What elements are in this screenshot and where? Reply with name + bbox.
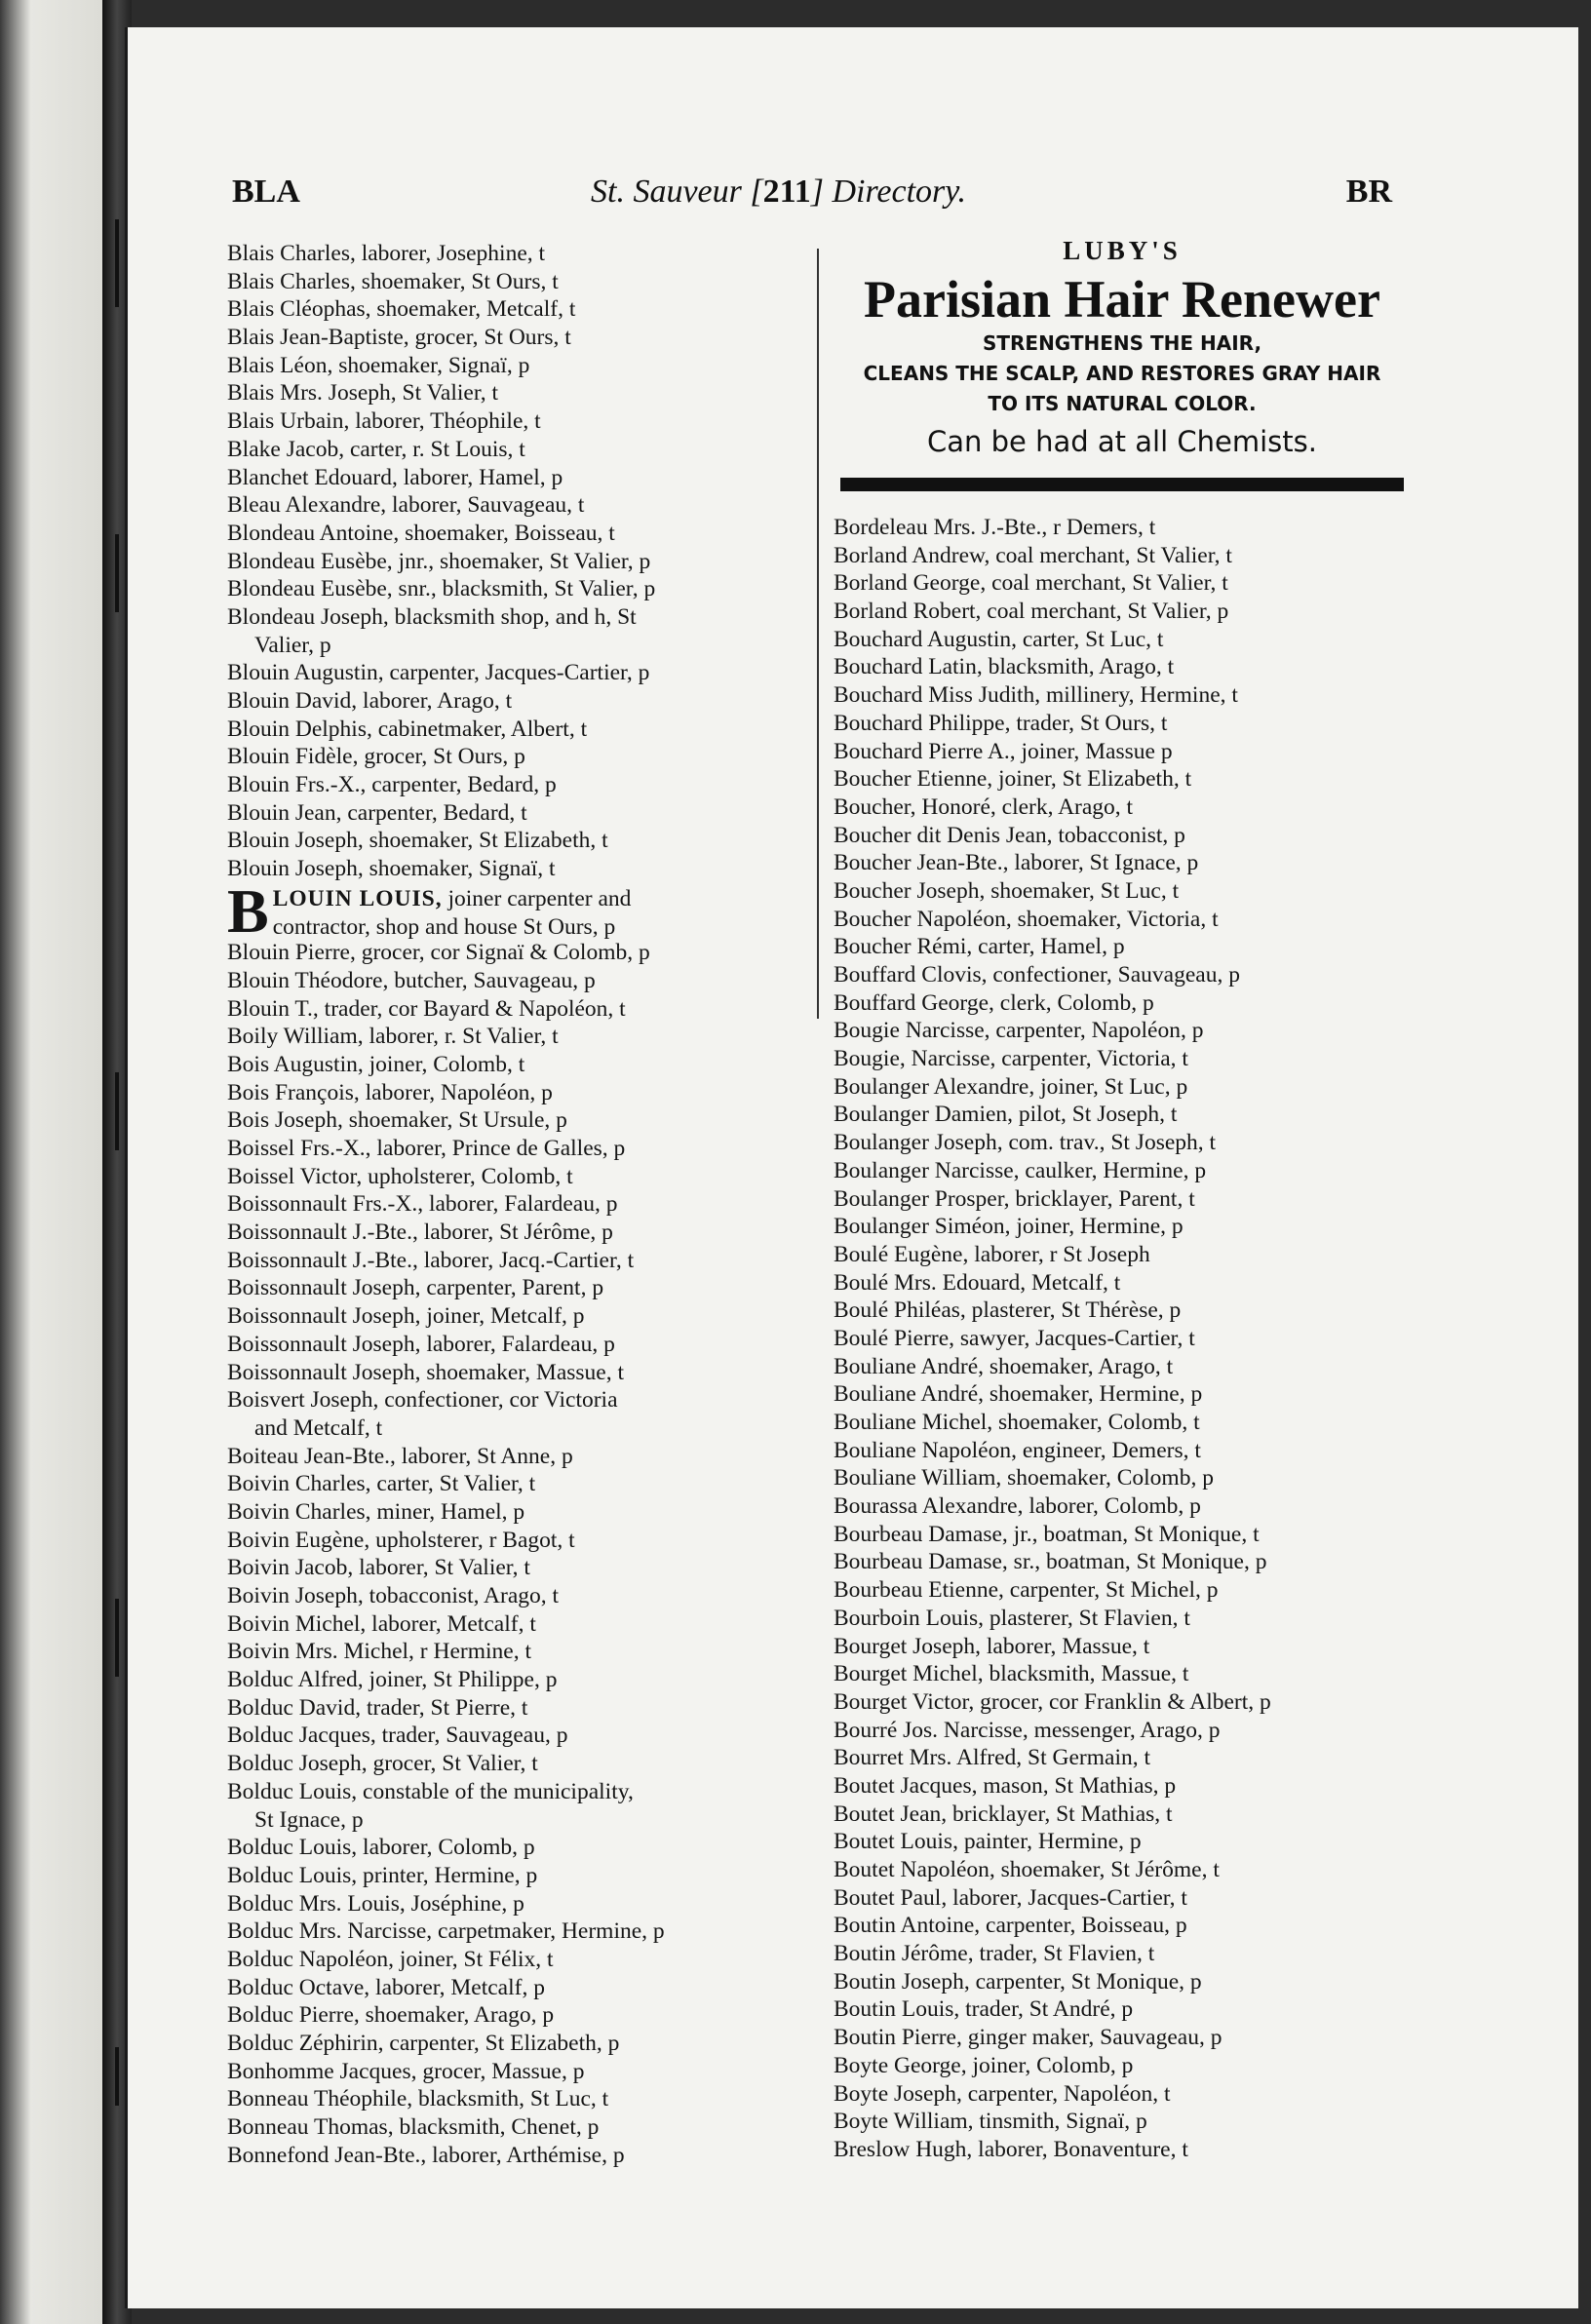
directory-entry: Blondeau Eusèbe, snr., blacksmith, St Valier, p xyxy=(227,576,656,602)
directory-entry: Blouin Delphis, cabinetmaker, Albert, t xyxy=(227,716,588,742)
directory-entry: Boivin Charles, carter, St Valier, t xyxy=(227,1471,536,1497)
directory-entry: Boisvert Joseph, confectioner, cor Victoria and Metcalf, t xyxy=(227,1387,618,1441)
directory-entry: Boivin Charles, miner, Hamel, p xyxy=(227,1498,525,1525)
ad-tagline-3: TO ITS NATURAL COLOR. xyxy=(988,392,1257,415)
directory-entry: Bleau Alexandre, laborer, Sauvageau, t xyxy=(227,492,585,519)
column-divider xyxy=(817,249,819,1019)
directory-entry: Borland Andrew, coal merchant, St Valier, t xyxy=(834,542,1232,568)
directory-entry: Bordeleau Mrs. J.-Bte., r Demers, t xyxy=(834,515,1156,540)
directory-entry: Blouin David, laborer, Arago, t xyxy=(227,688,513,715)
featured-occupation: joiner carpenter and xyxy=(442,886,632,911)
directory-entry: Boucher, Honoré, clerk, Arago, t xyxy=(834,794,1134,820)
directory-entry: Breslow Hugh, laborer, Bonaventure, t xyxy=(834,2136,1188,2162)
directory-entry: Boissel Frs.-X., laborer, Prince de Galles, p xyxy=(227,1136,626,1162)
directory-entry: Bolduc Jacques, trader, Sauvageau, p xyxy=(227,1723,568,1749)
directory-entry: Bourget Victor, grocer, cor Franklin & Albert, p xyxy=(834,1688,1271,1715)
binding-thread xyxy=(115,219,119,307)
directory-entry: Bouliane Napoléon, engineer, Demers, t xyxy=(834,1437,1201,1463)
directory-entry: Boucher Jean-Bte., laborer, St Ignace, p xyxy=(834,850,1199,876)
directory-entry: Bois Augustin, joiner, Colomb, t xyxy=(227,1051,525,1077)
directory-entry: Blouin Augustin, carpenter, Jacques-Cartier, p xyxy=(227,660,650,686)
directory-entry: Bolduc Mrs. Louis, Joséphine, p xyxy=(227,1890,524,1917)
directory-entry: Bouffard Clovis, confectioner, Sauvageau, p xyxy=(834,962,1240,988)
directory-entry: Blais Cléophas, shoemaker, Metcalf, t xyxy=(227,296,576,323)
ad-brand: LUBY'S xyxy=(1063,236,1182,265)
binding-thread xyxy=(115,1599,119,1677)
directory-entry: Bourré Jos. Narcisse, messenger, Arago, p xyxy=(834,1717,1221,1743)
directory-entry: Boivin Michel, laborer, Metcalf, t xyxy=(227,1610,536,1637)
directory-entry: Bolduc Octave, laborer, Metcalf, p xyxy=(227,1974,545,2000)
directory-entry: Blais Urbain, laborer, Théophile, t xyxy=(227,408,541,435)
directory-entry: Blais Charles, shoemaker, St Ours, t xyxy=(227,268,559,294)
directory-entry: Boyte Joseph, carpenter, Napoléon, t xyxy=(834,2080,1171,2107)
directory-entry: Boissonnault Joseph, laborer, Falardeau, p xyxy=(227,1331,615,1357)
directory-entry: Boyte William, tinsmith, Signaï, p xyxy=(834,2109,1147,2135)
directory-entry: Boulanger Siméon, joiner, Hermine, p xyxy=(834,1214,1184,1240)
directory-entry: Boutin Joseph, carpenter, St Monique, p xyxy=(834,1968,1202,1995)
directory-entry: Boivin Mrs. Michel, r Hermine, t xyxy=(227,1639,531,1665)
directory-entry: Bolduc Alfred, joiner, St Philippe, p xyxy=(227,1667,558,1693)
page-number: 211 xyxy=(762,174,811,210)
directory-entry: Boyte George, joiner, Colomb, p xyxy=(834,2052,1134,2078)
directory-entry: Bolduc Mrs. Narcisse, carpetmaker, Hermine, p xyxy=(227,1918,665,1945)
directory-entry: Bourbeau Damase, jr., boatman, St Monique, t xyxy=(834,1521,1260,1547)
directory-entry: Bouffard George, clerk, Colomb, p xyxy=(834,989,1154,1016)
directory-entry: Boiteau Jean-Bte., laborer, St Anne, p xyxy=(227,1443,573,1469)
directory-entry: Bouliane Michel, shoemaker, Colomb, t xyxy=(834,1410,1200,1435)
directory-entry: Blouin Jean, carpenter, Bedard, t xyxy=(227,799,527,826)
directory-entry: Blais Jean-Baptiste, grocer, St Ours, t xyxy=(227,325,571,351)
directory-entry: Boulé Pierre, sawyer, Jacques-Cartier, t xyxy=(834,1325,1195,1351)
running-header xyxy=(232,174,1392,222)
featured-name: LOUIN LOUIS, xyxy=(272,886,443,911)
featured-address: contractor, shop and house St Ours, p xyxy=(272,913,616,940)
directory-entry: Boucher Joseph, shoemaker, St Luc, t xyxy=(834,877,1180,904)
directory-entry: Boutet Paul, laborer, Jacques-Cartier, t xyxy=(834,1884,1187,1911)
ad-availability: Can be had at all Chemists. xyxy=(927,425,1317,458)
directory-entry: Borland George, coal merchant, St Valier, t xyxy=(834,570,1228,597)
directory-entry: Bois Joseph, shoemaker, St Ursule, p xyxy=(227,1107,567,1134)
directory-entry: Bouchard Pierre A., joiner, Massue p xyxy=(834,738,1173,764)
directory-entry: Boutin Antoine, carpenter, Boisseau, p xyxy=(834,1913,1187,1939)
directory-entry: Blondeau Antoine, shoemaker, Boisseau, t xyxy=(227,520,615,546)
directory-entry: Blouin Joseph, shoemaker, Signaï, t xyxy=(227,856,556,882)
directory-entry: Bonneau Thomas, blacksmith, Chenet, p xyxy=(227,2114,600,2141)
featured-entry-blouin-louis xyxy=(227,876,802,946)
ad-bottom-rule xyxy=(840,478,1404,491)
directory-entry: Bourget Michel, blacksmith, Massue, t xyxy=(834,1661,1189,1687)
directory-entry: Boulé Mrs. Edouard, Metcalf, t xyxy=(834,1269,1121,1296)
directory-entry: Boutin Jérôme, trader, St Flavien, t xyxy=(834,1941,1155,1967)
binding-thread xyxy=(115,1072,119,1150)
directory-entry: Boivin Jacob, laborer, St Valier, t xyxy=(227,1555,530,1581)
directory-entry: Bourget Joseph, laborer, Massue, t xyxy=(834,1633,1150,1659)
directory-entry: Blouin Joseph, shoemaker, St Elizabeth, t xyxy=(227,828,608,854)
directory-entry: Bolduc Louis, laborer, Colomb, p xyxy=(227,1835,535,1861)
directory-entry: Boutet Jean, bricklayer, St Mathias, t xyxy=(834,1801,1173,1827)
header-title-pre: St. Sauveur [ xyxy=(591,174,763,210)
adjacent-page-edge xyxy=(0,0,102,2324)
directory-entry: Blouin Fidèle, grocer, St Ours, p xyxy=(227,744,525,770)
directory-entry: Boivin Eugène, upholsterer, r Bagot, t xyxy=(227,1527,575,1553)
directory-entry: Boutin Louis, trader, St André, p xyxy=(834,1996,1134,2023)
directory-entry: Bolduc Joseph, grocer, St Valier, t xyxy=(227,1751,538,1777)
directory-entry: Blouin Théodore, butcher, Sauvageau, p xyxy=(227,967,596,993)
directory-entry: Blais Charles, laborer, Josephine, t xyxy=(227,241,546,266)
directory-entry: Bolduc Zéphirin, carpenter, St Elizabeth, p xyxy=(227,2031,620,2057)
directory-entry: Blouin Pierre, grocer, cor Signaï & Colomb, p xyxy=(227,940,650,966)
directory-entry: Bois François, laborer, Napoléon, p xyxy=(227,1079,553,1105)
drop-cap: B xyxy=(227,876,269,946)
header-right-guide: BR xyxy=(1345,174,1392,210)
directory-entry: Boutin Pierre, ginger maker, Sauvageau, p xyxy=(834,2025,1222,2051)
directory-entry: Boissonnault Joseph, shoemaker, Massue, t xyxy=(227,1359,625,1385)
directory-entry: Boulanger Narcisse, caulker, Hermine, p xyxy=(834,1157,1207,1183)
directory-entry: Boissonnault J.-Bte., laborer, Jacq.-Cartier, t xyxy=(227,1247,635,1273)
directory-entry: Blouin T., trader, cor Bayard & Napoléon, t xyxy=(227,995,626,1022)
directory-entry: Bolduc Louis, printer, Hermine, p xyxy=(227,1862,538,1888)
directory-entry: Borland Robert, coal merchant, St Valier, p xyxy=(834,599,1229,625)
directory-entry: Bouchard Latin, blacksmith, Arago, t xyxy=(834,654,1175,680)
directory-entry: Bouchard Miss Judith, millinery, Hermine, t xyxy=(834,682,1238,709)
directory-entry: Boily William, laborer, r. St Valier, t xyxy=(227,1024,559,1050)
directory-entry: Bourret Mrs. Alfred, St Germain, t xyxy=(834,1745,1151,1771)
directory-entry: Blanchet Edouard, laborer, Hamel, p xyxy=(227,464,563,490)
directory-entry: Bolduc Louis, constable of the municipality, St Ignace, p xyxy=(227,1778,634,1833)
directory-entry: Boulé Eugène, laborer, r St Joseph xyxy=(834,1241,1150,1267)
directory-entry: Bolduc Napoléon, joiner, St Félix, t xyxy=(227,1947,554,1972)
left-column xyxy=(227,240,802,2170)
directory-entry: Boulanger Joseph, com. trav., St Joseph, t xyxy=(834,1130,1217,1156)
directory-entry: Boutet Jacques, mason, St Mathias, p xyxy=(834,1772,1177,1799)
directory-entry: Blais Léon, shoemaker, Signaï, p xyxy=(227,352,530,378)
directory-entry: Bouliane William, shoemaker, Colomb, p xyxy=(834,1465,1214,1491)
directory-entry: Boissonnault J.-Bte., laborer, St Jérôme, p xyxy=(227,1220,613,1246)
directory-entry: Bourassa Alexandre, laborer, Colomb, p xyxy=(834,1493,1201,1520)
header-title xyxy=(591,174,966,211)
directory-entry: Boucher dit Denis Jean, tobacconist, p xyxy=(834,822,1185,848)
ad-title: Parisian Hair Renewer xyxy=(864,270,1380,329)
directory-entry: Bolduc David, trader, St Pierre, t xyxy=(227,1694,528,1721)
directory-entry: Bouliane André, shoemaker, Hermine, p xyxy=(834,1381,1203,1408)
directory-entry: Blake Jacob, carter, r. St Louis, t xyxy=(227,436,525,462)
header-left-guide: BLA xyxy=(232,174,300,210)
header-title-post: ] Directory. xyxy=(810,174,966,210)
directory-entry: Blouin Frs.-X., carpenter, Bedard, p xyxy=(227,772,557,798)
directory-entry: Blondeau Joseph, blacksmith shop, and h, St Valier, p xyxy=(227,603,637,658)
directory-entry: Boissonnault Joseph, joiner, Metcalf, p xyxy=(227,1303,585,1330)
directory-entry: Bougie Narcisse, carpenter, Napoléon, p xyxy=(834,1018,1204,1044)
directory-entry: Boissonnault Joseph, carpenter, Parent, p xyxy=(227,1275,604,1301)
directory-entry: Boutet Louis, painter, Hermine, p xyxy=(834,1829,1142,1855)
directory-entry: Bourbeau Damase, sr., boatman, St Monique, p xyxy=(834,1549,1267,1575)
directory-entry: Boulanger Prosper, bricklayer, Parent, t xyxy=(834,1185,1195,1212)
directory-entry: Boulanger Damien, pilot, St Joseph, t xyxy=(834,1102,1178,1128)
hair-renewer-advertisement xyxy=(834,236,1411,491)
directory-entry: Boivin Joseph, tobacconist, Arago, t xyxy=(227,1583,560,1609)
directory-entry: Bourboin Louis, plasterer, St Flavien, t xyxy=(834,1605,1190,1631)
directory-entry: Boissel Victor, upholsterer, Colomb, t xyxy=(227,1163,573,1189)
directory-entry: Boulanger Alexandre, joiner, St Luc, p xyxy=(834,1073,1188,1100)
right-column xyxy=(834,514,1411,2164)
directory-entry: Blondeau Eusèbe, jnr., shoemaker, St Valier, p xyxy=(227,548,651,574)
directory-entry: Bonnefond Jean-Bte., laborer, Arthémise, p xyxy=(227,2142,625,2168)
directory-entry: Bonhomme Jacques, grocer, Massue, p xyxy=(227,2058,585,2084)
directory-entry: Bolduc Pierre, shoemaker, Arago, p xyxy=(227,2002,555,2029)
ad-tagline-2: CLEANS THE SCALP, AND RESTORES GRAY HAIR xyxy=(863,362,1381,385)
directory-entry: Boucher Etienne, joiner, St Elizabeth, t xyxy=(834,766,1192,793)
directory-entry: Boulé Philéas, plasterer, St Thérèse, p xyxy=(834,1298,1182,1324)
directory-entry: Bourbeau Etienne, carpenter, St Michel, p xyxy=(834,1577,1219,1604)
directory-entry: Boissonnault Frs.-X., laborer, Falardeau, p xyxy=(227,1191,618,1218)
directory-entry: Bouchard Philippe, trader, St Ours, t xyxy=(834,710,1168,736)
ad-tagline-1: STRENGTHENS THE HAIR, xyxy=(982,331,1262,355)
directory-entry: Boucher Napoléon, shoemaker, Victoria, t xyxy=(834,906,1219,932)
directory-entry: Bonneau Théophile, blacksmith, St Luc, t xyxy=(227,2086,609,2112)
binding-thread xyxy=(115,2047,119,2106)
directory-entry: Bouchard Augustin, carter, St Luc, t xyxy=(834,626,1164,652)
directory-entry: Boucher Rémi, carter, Hamel, p xyxy=(834,934,1125,960)
directory-entry: Blais Mrs. Joseph, St Valier, t xyxy=(227,380,499,407)
directory-entry: Bouliane André, shoemaker, Arago, t xyxy=(834,1353,1174,1379)
directory-entry: Bougie, Narcisse, carpenter, Victoria, t xyxy=(834,1046,1188,1072)
directory-entry: Boutet Napoléon, shoemaker, St Jérôme, t xyxy=(834,1857,1220,1882)
binding-thread xyxy=(115,534,119,612)
